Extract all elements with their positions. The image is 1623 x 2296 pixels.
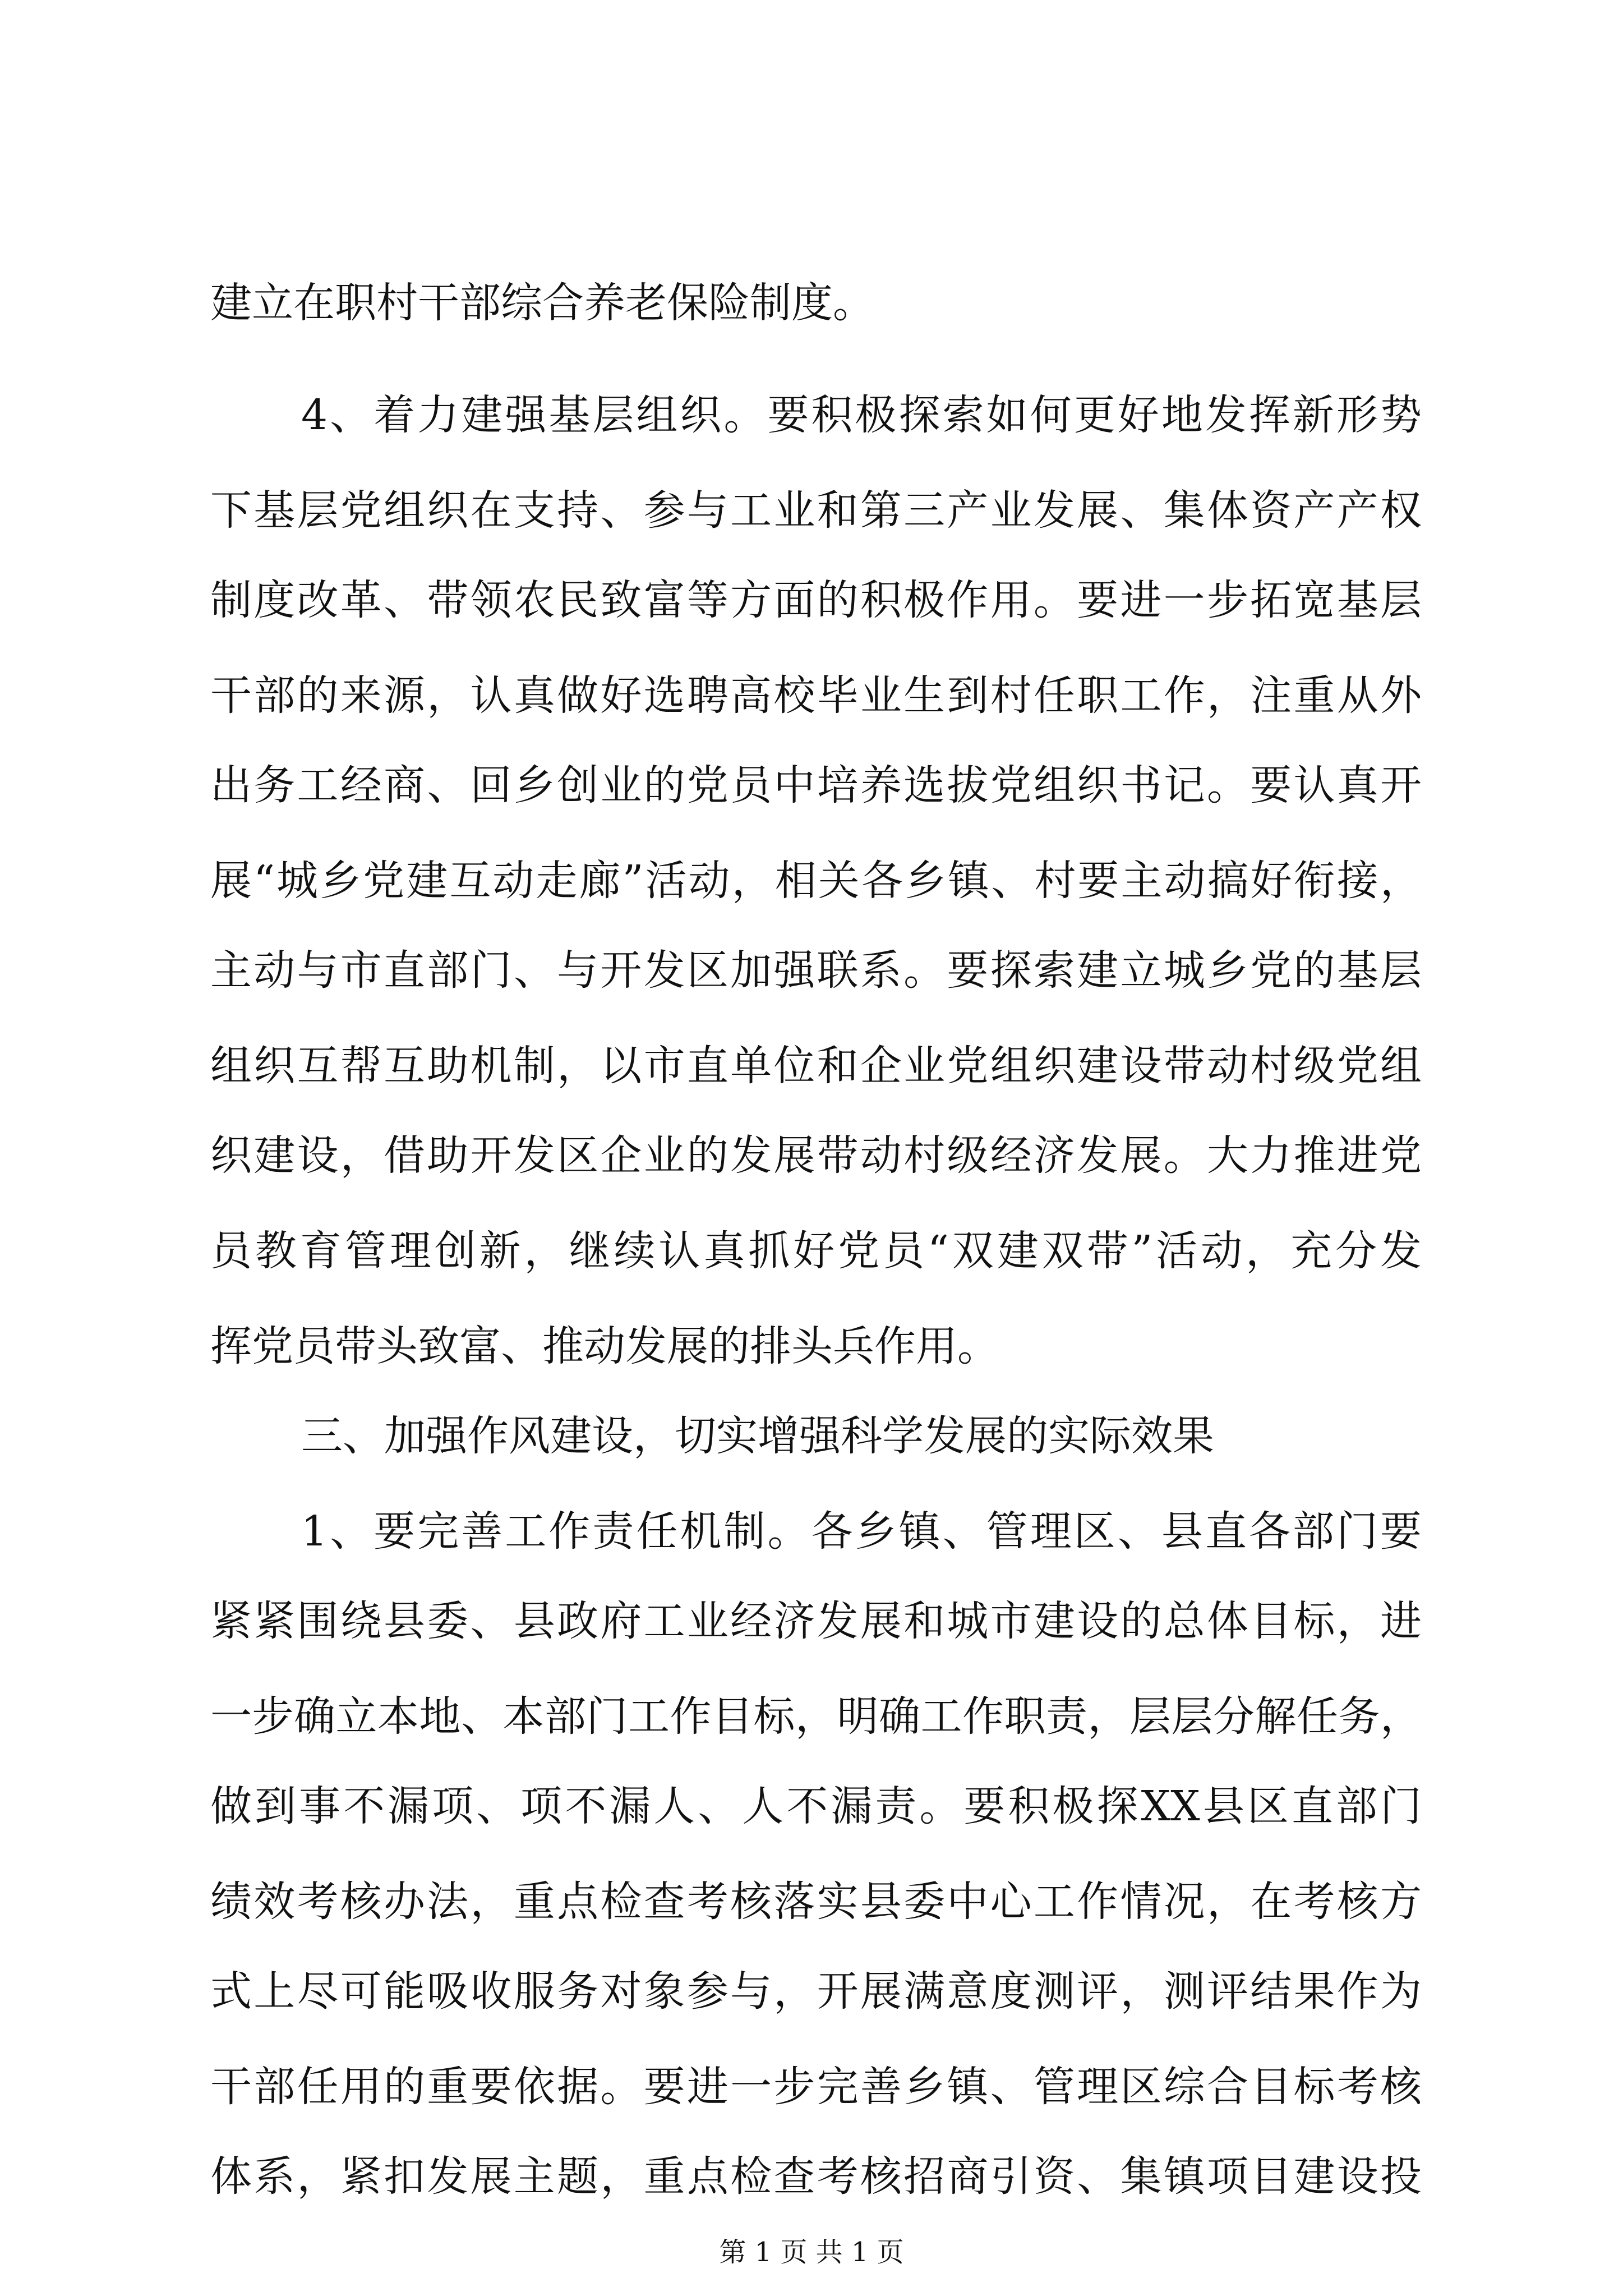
paragraph-line: 体系，紧扣发展主题，重点检查考核招商引资、集镇项目建设投 (210, 2152, 1422, 2201)
paragraph-line: 制度改革、带领农民致富等方面的积极作用。要进一步拓宽基层 (210, 576, 1422, 624)
paragraph-line: 主动与市直部门、与开发区加强联系。要探索建立城乡党的基层 (210, 946, 1422, 995)
paragraph-line: 1、要完善工作责任机制。各乡镇、管理区、县直各部门要 (301, 1507, 1422, 1556)
paragraph-line: 织建设，借助开发区企业的发展带动村级经济发展。大力推进党 (210, 1131, 1422, 1180)
paragraph-line: 绩效考核办法，重点检查考核落实县委中心工作情况，在考核方 (210, 1878, 1422, 1926)
paragraph-line: 员教育管理创新，继续认真抓好党员“双建双带”活动，充分发 (210, 1227, 1422, 1275)
paragraph-line: 一步确立本地、本部门工作目标，明确工作职责，层层分解任务， (210, 1692, 1422, 1741)
paragraph-line: 出务工经商、回乡创业的党员中培养选拔党组织书记。要认真开 (210, 761, 1422, 809)
paragraph-line: 4、着力建强基层组织。要积极探索如何更好地发挥新形势 (301, 391, 1422, 439)
section-heading: 三、加强作风建设，切实增强科学发展的实际效果 (301, 1412, 1214, 1460)
paragraph-line: 干部任用的重要依据。要进一步完善乡镇、管理区综合目标考核 (210, 2063, 1422, 2111)
paragraph-line: 干部的来源，认真做好选聘高校毕业生到村任职工作，注重从外 (210, 671, 1422, 720)
paragraph-line: 做到事不漏项、项不漏人、人不漏责。要积极探XX县区直部门 (210, 1782, 1422, 1830)
page-footer: 第 1 页 共 1 页 (719, 2237, 904, 2268)
paragraph-line: 组织互帮互助机制，以市直单位和企业党组织建设带动村级党组 (210, 1042, 1422, 1090)
paragraph-line: 展“城乡党建互动走廊”活动，相关各乡镇、村要主动搞好衔接， (210, 857, 1422, 905)
paragraph-line: 挥党员带头致富、推动发展的排头兵作用。 (210, 1322, 999, 1370)
paragraph-line: 式上尽可能吸收服务对象参与，开展满意度测评，测评结果作为 (210, 1967, 1422, 2016)
paragraph-line: 建立在职村干部综合养老保险制度。 (210, 279, 874, 327)
paragraph-line: 下基层党组织在支持、参与工业和第三产业发展、集体资产产权 (210, 486, 1422, 535)
paragraph-line: 紧紧围绕县委、县政府工业经济发展和城市建设的总体目标，进 (210, 1597, 1422, 1645)
